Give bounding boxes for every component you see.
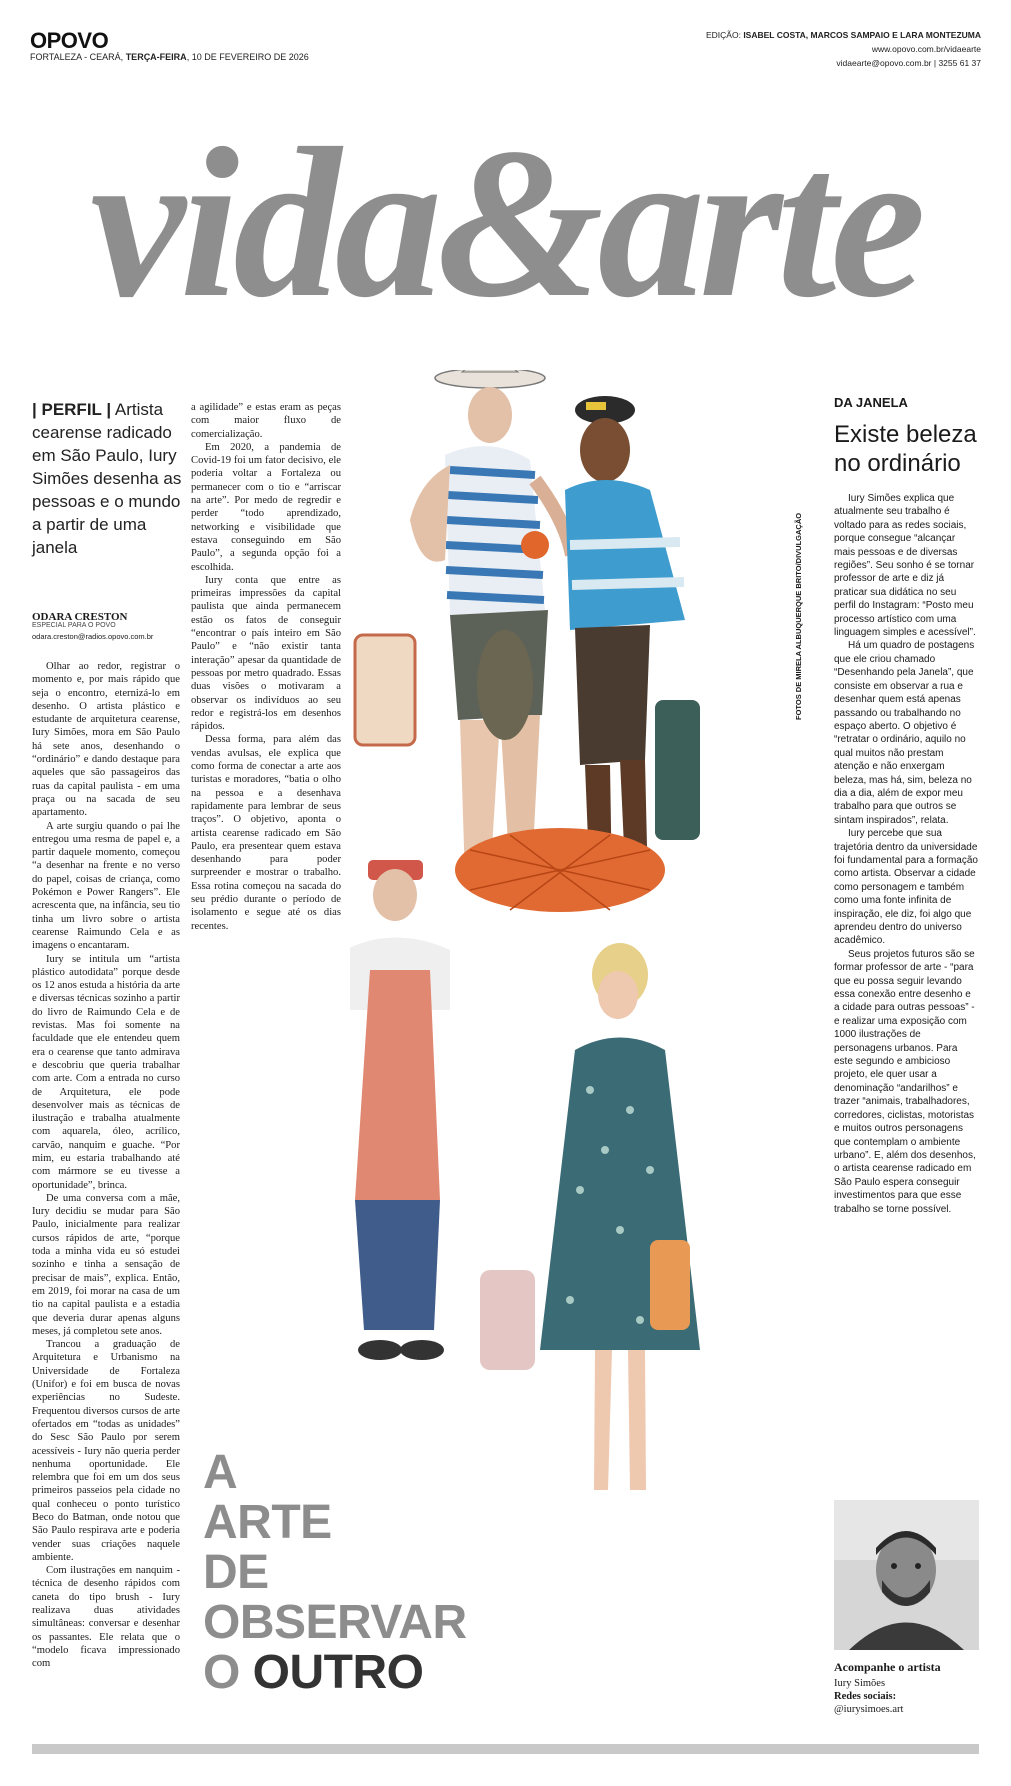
sidebar-paragraph: Seus projetos futuros são se formar professor de arte - “para que eu possa seguir levando essa conexão entre desenho e a cidade para outras pessoas” - e realizar uma exposição com 1000 ilustrações de personagens urbanos. Para este segundo e ambicioso projeto, ele quer usar a denominação “andarilhos” e trazer “animais, trabalhadores, corredores, ciclistas, motoristas e muitos outros personagens que contemplam o ambiente urbano”. E, além dos desenhos, o artista cearense radicado em São Paulo espera conseguir investimentos para que esse trabalho se torne possível. xyxy=(834,948,976,1215)
author-name: ODARA CRESTON xyxy=(32,611,128,623)
sidebar-body xyxy=(834,492,979,1216)
perfil-tag: | PERFIL | xyxy=(32,400,112,419)
sidebar-paragraph: Há um quadro de postagens que ele criou chamado “Desenhando pela Janela”, que consiste em observar a rua e desenhar quem está apenas passando ou trabalhando no espaço aberto. O objetivo é “retratar o ordinário, aquilo no qual muitos não prestam atenção e não enxergam beleza, mas há, sim, beleza no dia a dia, além de expor meu trabalho para que outros se sintam inspirados”, relata. xyxy=(834,640,975,826)
headline-line xyxy=(203,1648,467,1698)
article-paragraph: A arte surgiu quando o pai lhe entregou uma resma de papel e, a partir daquele momento, começou “a desenhar na frente e no verso do papel, coisas de criança, como Pokémon e Power Rangers”. Ele acrescenta que, na infância, seu tio tinha um livro sobre o artista cearense Raimundo Cela e as imagens o encantaram. xyxy=(32,820,180,952)
orange-sack-figure xyxy=(455,828,665,912)
masthead-logo xyxy=(40,70,970,370)
article-paragraph: a agilidade” e estas eram as peças com maior fluxo de comercialização. xyxy=(191,402,341,440)
edition-names: ISABEL COSTA, MARCOS SAMPAIO E LARA MONTEZUMA xyxy=(743,30,981,40)
sidebar-kicker: DA JANELA xyxy=(834,395,908,410)
article-paragraph: De uma conversa com a mãe, Iury decidiu se mudar para São Paulo, inicialmente para realizar cursos rápidos de arte, “porque toda a minha vida eu só estudei sozinho e tinha a sensação de precisar de mais”, explica. Então, em 2019, foi morar na casa de um tio na capital paulista e a estadia que deveria durar apenas alguns meses, já completou sete anos. xyxy=(32,1192,180,1337)
man-striped-shirt-figure xyxy=(355,370,572,880)
dateline-day: TERÇA-FEIRA xyxy=(125,52,187,62)
dateline-prefix: FORTALEZA - CEARÁ, xyxy=(30,52,126,62)
headline-line: DE xyxy=(203,1546,269,1599)
newspaper-logo: OPOVO xyxy=(30,28,109,53)
follow-artist-title: Acompanhe o artista xyxy=(834,1660,941,1674)
article-paragraph: Com ilustrações em nanquim - técnica de desenho rápidos com caneta do tipo brush - Iury realizava duas atividades simultâneas: conversar e desenhar os passantes. Ele relata que o “modelo ficava impressionado com xyxy=(32,1565,180,1670)
edition-line xyxy=(706,28,981,42)
article-paragraph: Iury se intitula um “artista plástico autodidata” porque desde os 12 anos estuda a história da arte e diversas técnicas sozinho a partir do livro de Raimundo Cela e de revistas. Mas foi somente na faculdade que ele entendeu quem era o cearense que tanto admirava e descobriu que queria trabalhar com arte. Com a entrada no curso de Arquitetura, ele pode desenvolver mais as técnicas de ilustração e trabalha atualmente com aquarela, óleo, acrílico, carvão, nanquim e guache. “Por mim, eu estaria trabalhando até com mármore se eu tivesse a oportunidade”, brinca. xyxy=(32,953,180,1191)
website-link[interactable]: www.opovo.com.br/vidaearte xyxy=(871,44,981,54)
sidebar-paragraph: Iury percebe que sua trajetória dentro da universidade foi fundamental para a formação como artista. Observar a cidade como personagem e também como uma fonte infinita de inspiração, ele diz, foi algo que aprendeu dentro do universo acadêmico. xyxy=(834,828,978,947)
headline-emphasis: OUTRO xyxy=(252,1646,424,1699)
article-paragraph: Iury conta que entre as primeiras impressões da capital paulista que ainda permanecem estão os fatos de conseguir “encontrar o país inteiro em São Paulo” e “não existir tanta interação” apesar da quantidade de pessoas por metro quadrado. Essas duas visões o motivaram a observar os indivíduos ao seu redor e registrá-los em desenhos rápidos. xyxy=(191,574,341,733)
woman-dress-figure xyxy=(480,943,700,1490)
article-paragraph: Trancou a graduação de Arquitetura e Urbanismo na Universidade de Fortaleza (Unifor) e foi em busca de novas experiências no Sudeste. Frequentou diversos cursos de arte ofertados em “todas as unidades” do Sesc São Paulo por serem acessíveis - Iury não queria perder nenhuma oportunidade. Ele relembra que foi em um dos seus primeiros passeios pela cidade no qual conheceu o ponto turístico Beco do Batman, onde notou que São Paulo respirava arte e poderia vender suas criações naquele ambiente. xyxy=(32,1339,180,1563)
author-role: ESPECIAL PARA O POVO xyxy=(32,622,116,629)
author-email[interactable]: odara.creston@radios.opovo.com.br xyxy=(32,632,154,641)
dateline-date: , 10 DE FEVEREIRO DE 2026 xyxy=(186,52,309,62)
artist-portrait-photo xyxy=(834,1500,979,1650)
perfil-text: Artista cearense radicado em São Paulo, Iury Simões desenha as pessoas e o mundo a partir de uma janela xyxy=(32,400,182,557)
headline-line: ARTE xyxy=(203,1496,332,1549)
article-column-1 xyxy=(32,660,180,1671)
headline-prefix: O xyxy=(203,1646,253,1699)
contact-info: vidaearte@opovo.com.br | 3255 61 37 xyxy=(836,58,981,68)
article-paragraph: Olhar ao redor, registrar o momento e, por mais rápido que seja o encontro, eternizá-lo em desenho. O artista plástico e estudante de arquitetura cearense, Iury Simões, mora em São Paulo há sete anos, desenhando o “ordinário” e dando destaque para aqueles que são passageiros das ruas da capital paulista - em uma praça ou na sacada de seu apartamento. xyxy=(32,661,180,819)
man-blue-shirt-figure xyxy=(521,396,700,890)
article-paragraph: Em 2020, a pandemia de Covid-19 foi um fator decisivo, ele poderia voltar a Fortaleza ou permanecer com o tio e “arriscar na arte”. Por medo de regredir e perder “todo aprendizado, networking e visibilidade que estava conseguindo em São Paulo”, a segunda opção foi a escolhida. xyxy=(191,441,341,573)
headline-line: A xyxy=(203,1446,238,1499)
follow-artist-name: Iury Simões xyxy=(834,1678,886,1689)
photo-credit xyxy=(794,500,808,720)
masthead-text: vida&arte xyxy=(90,103,920,342)
edition-info xyxy=(706,28,981,70)
headline-line: OBSERVAR xyxy=(203,1596,467,1649)
sidebar-paragraph: Iury Simões explica que atualmente seu trabalho é voltado para as redes sociais, porque consegue “alcançar mais pessoas e de diversas regiões”. Seu sonho é se tornar professor de arte e diz já praticar sua didática no seu perfil do Instagram: “Posto meu processo artístico com uma linguagem simples e acessível”. xyxy=(834,493,976,639)
dateline xyxy=(30,52,309,62)
perfil-lead xyxy=(32,398,182,559)
footer-bar xyxy=(32,1744,979,1754)
apron-man-figure xyxy=(350,860,450,1360)
sidebar-title: Existe beleza no ordinário xyxy=(834,421,977,477)
edition-label: EDIÇÃO: xyxy=(706,30,744,40)
photo-credit-text: FOTOS DE MIRELA ALBUQUERQUE BRITO/DIVULGAÇÃO xyxy=(794,512,803,720)
follow-social-label: Redes sociais: xyxy=(834,1691,897,1702)
article-paragraph: Dessa forma, para além das vendas avulsas, ele explica que como forma de conectar a arte aos turistas e moradores, “batia o olho na pessoa e a desenhava rapidamente para lembrar de seus traços”. O objetivo, aponta o artista cearense radicado em São Paulo, era presentear quem estava desenhando para poder surpreender e mostrar o trabalho. Essa rotina começou na sacada do seu prédio durante o período de isolamento e segue até os dias recentes. xyxy=(191,734,341,932)
article-column-2 xyxy=(191,401,341,933)
article-headline xyxy=(203,1448,467,1698)
follow-social-handle[interactable]: @iurysimoes.art xyxy=(834,1704,904,1715)
